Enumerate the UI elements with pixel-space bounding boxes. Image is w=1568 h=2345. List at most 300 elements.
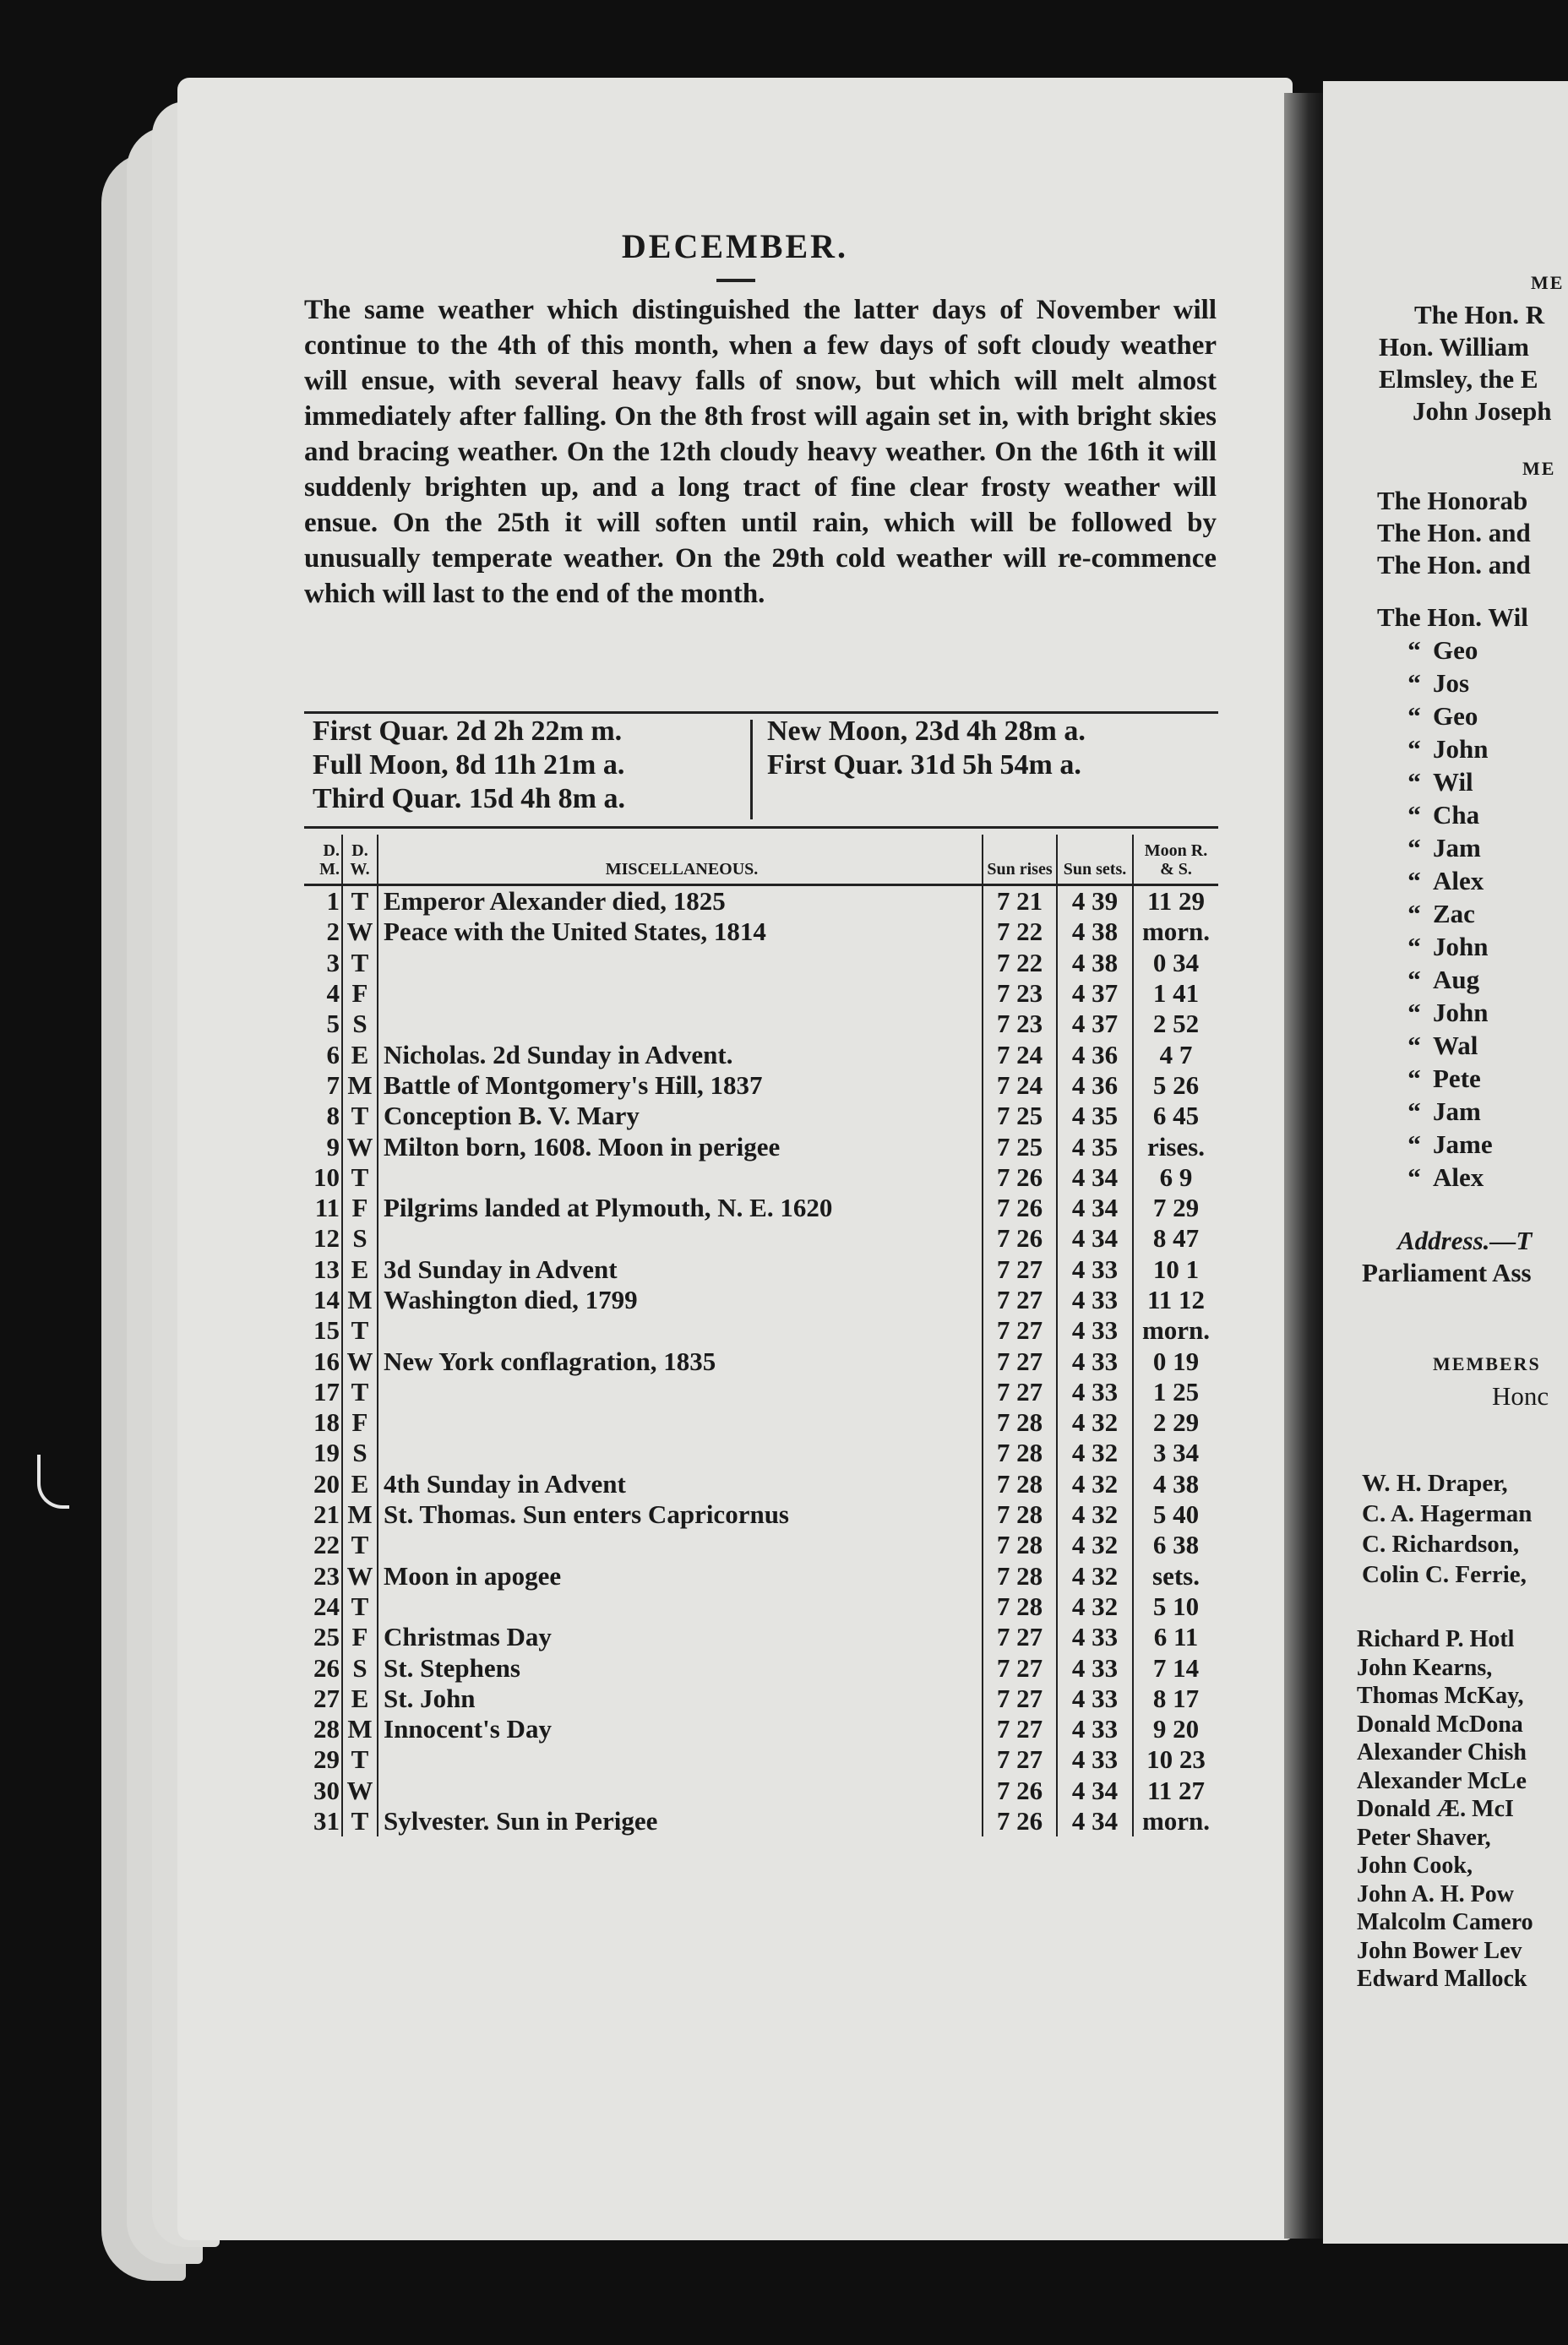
book-spine	[1284, 93, 1325, 2239]
table-row	[304, 1193, 1218, 1223]
facing-line: John Bower Lev	[1357, 1937, 1522, 1964]
sun-rises: 7 23	[983, 978, 1057, 1009]
ditto-mark: “	[1407, 899, 1421, 928]
sun-rises: 7 27	[983, 1652, 1057, 1683]
facing-line: Peter Shaver,	[1357, 1824, 1491, 1851]
sun-sets: 4 34	[1057, 1776, 1133, 1806]
facing-page	[1323, 81, 1568, 2244]
facing-line: Hon. William	[1379, 332, 1530, 362]
facing-line: John Cook,	[1357, 1853, 1473, 1879]
facing-line: Elmsley, the E	[1379, 364, 1538, 394]
sun-rises: 7 25	[983, 1131, 1057, 1162]
miscellaneous-note	[378, 1591, 983, 1622]
ditto-mark: “	[1407, 734, 1421, 764]
sun-rises: 7 25	[983, 1101, 1057, 1131]
facing-line: C. Richardson,	[1362, 1531, 1520, 1558]
day-of-month: 7	[304, 1070, 342, 1101]
sun-rises: 7 23	[983, 1009, 1057, 1039]
table-row	[304, 1714, 1218, 1744]
day-of-month: 5	[304, 1009, 342, 1039]
day-of-week: W	[342, 917, 378, 947]
table-row	[304, 1776, 1218, 1806]
miscellaneous-note	[378, 1530, 983, 1560]
table-row	[304, 1070, 1218, 1101]
facing-line: Malcolm Camero	[1357, 1909, 1533, 1935]
moon-rise-set: 6 11	[1153, 1622, 1199, 1652]
sun-rises: 7 27	[983, 1622, 1057, 1652]
day-of-week: T	[342, 1162, 378, 1193]
day-of-week: T	[342, 1377, 378, 1407]
ditto-name: Alex	[1433, 1162, 1484, 1192]
sun-sets: 4 32	[1057, 1469, 1133, 1499]
facing-line: Donald McDona	[1357, 1711, 1523, 1738]
miscellaneous-note: Nicholas. 2d Sunday in Advent.	[378, 1039, 983, 1069]
ditto-mark: “	[1407, 701, 1421, 731]
ditto-mark: “	[1407, 1031, 1421, 1060]
miscellaneous-note: Sylvester. Sun in Perigee	[378, 1806, 983, 1836]
table-row	[304, 1346, 1218, 1376]
facing-block-4	[1323, 1225, 1532, 1289]
day-of-week: T	[342, 1806, 378, 1836]
header-miscellaneous: MISCELLANEOUS.	[378, 835, 983, 885]
sun-sets: 4 34	[1057, 1193, 1133, 1223]
moon-divider	[750, 720, 753, 819]
sun-sets: 4 32	[1057, 1561, 1133, 1591]
facing-ditto-line	[1323, 1095, 1528, 1128]
ditto-mark: “	[1407, 668, 1421, 698]
moon-rise-set: 5 40	[1152, 1499, 1200, 1530]
table-row	[304, 1315, 1218, 1346]
table-row	[304, 1223, 1218, 1254]
ditto-name: Wal	[1433, 1031, 1478, 1060]
moon-rise-set: 10 1	[1152, 1254, 1200, 1284]
sun-sets: 4 35	[1057, 1131, 1133, 1162]
sun-sets: 4 35	[1057, 1101, 1133, 1131]
table-row	[304, 1561, 1218, 1591]
moon-rise-set: 0 34	[1152, 947, 1200, 977]
sun-rises: 7 28	[983, 1407, 1057, 1438]
day-of-month: 25	[304, 1622, 342, 1652]
miscellaneous-note	[378, 1776, 983, 1806]
facing-line: Colin C. Ferrie,	[1362, 1561, 1527, 1588]
sun-sets: 4 33	[1057, 1285, 1133, 1315]
day-of-week: E	[342, 1684, 378, 1714]
ditto-mark: “	[1407, 965, 1421, 994]
sun-rises: 7 24	[983, 1070, 1057, 1101]
day-of-month: 8	[304, 1101, 342, 1131]
miscellaneous-note: 3d Sunday in Advent	[378, 1254, 983, 1285]
sun-rises: 7 26	[983, 1162, 1057, 1193]
moon-rise-set: 11 29	[1146, 886, 1206, 917]
sun-sets: 4 33	[1057, 1652, 1133, 1683]
day-of-month: 22	[304, 1530, 342, 1560]
miscellaneous-note: Emperor Alexander died, 1825	[378, 885, 983, 917]
sun-sets: 4 38	[1057, 917, 1133, 947]
ditto-mark: “	[1407, 635, 1421, 665]
sun-sets: 4 38	[1057, 948, 1133, 978]
facing-ditto-line	[1323, 699, 1528, 732]
day-of-week: M	[342, 1285, 378, 1315]
moon-phase: First Quar. 2d 2h 22m m.	[313, 715, 623, 747]
day-of-week: T	[342, 948, 378, 978]
moon-phase: Third Quar. 15d 4h 8m a.	[313, 783, 625, 814]
ditto-name: Jam	[1433, 833, 1481, 862]
miscellaneous-note	[378, 1162, 983, 1193]
moon-rise-set: 2 52	[1152, 1009, 1200, 1039]
moon-rise-set: 5 10	[1152, 1591, 1200, 1621]
header-moon: Moon R. & S.	[1133, 835, 1218, 885]
day-of-month: 23	[304, 1561, 342, 1591]
day-of-week: W	[342, 1346, 378, 1376]
facing-line: The Hon. and	[1377, 518, 1531, 547]
weather-forecast: The same weather which distinguished the latter days of November will continue to the 4th of this month, when a few days of soft cloudy weather will ensue, with several heavy falls of snow, but which will melt almost immediately after falling. On the 8th frost will again set in, with bright skies and bracing weather. On the 12th cloudy heavy weather. On the 16th it will suddenly brighten up, and a long tract of fine clear frosty weather will ensue. On the 25th it will soften until rain, which will be followed by unusually temperate weather. On the 29th cold weather will re-commence which will last to the end of the month.	[304, 295, 1217, 609]
sun-rises: 7 22	[983, 948, 1057, 978]
moon-rise-set: sets.	[1152, 1560, 1200, 1591]
moon-rise-set: rises.	[1146, 1131, 1205, 1162]
day-of-month: 29	[304, 1744, 342, 1775]
sun-rises: 7 21	[983, 885, 1057, 917]
header-sun-rises: Sun rises	[983, 835, 1057, 885]
sun-rises: 7 26	[983, 1193, 1057, 1223]
sun-sets: 4 32	[1057, 1499, 1133, 1530]
ditto-mark: “	[1407, 1096, 1421, 1126]
table-row	[304, 1652, 1218, 1683]
sun-sets: 4 36	[1057, 1070, 1133, 1101]
ditto-list	[1323, 634, 1528, 1194]
facing-ditto-line	[1323, 1062, 1528, 1095]
day-of-week: M	[342, 1070, 378, 1101]
table-row	[304, 1438, 1218, 1468]
day-of-month: 2	[304, 917, 342, 947]
ditto-name: Cha	[1433, 800, 1480, 830]
moon-rise-set: 2 29	[1152, 1407, 1200, 1438]
moon-phase: Full Moon, 8d 11h 21m a.	[313, 749, 625, 781]
table-row	[304, 1591, 1218, 1622]
day-of-week: S	[342, 1009, 378, 1039]
sun-rises: 7 28	[983, 1561, 1057, 1591]
facing-line: Thomas McKay,	[1357, 1683, 1524, 1709]
ditto-name: Geo	[1433, 635, 1478, 665]
moon-rise-set: 6 38	[1152, 1530, 1200, 1560]
table-row	[304, 1530, 1218, 1560]
miscellaneous-note: Washington died, 1799	[378, 1285, 983, 1315]
facing-ditto-line	[1323, 963, 1528, 996]
facing-line: John Kearns,	[1357, 1654, 1493, 1681]
table-row	[304, 1285, 1218, 1315]
sun-sets: 4 33	[1057, 1622, 1133, 1652]
sun-rises: 7 28	[983, 1499, 1057, 1530]
facing-ditto-line	[1323, 897, 1528, 930]
day-of-month: 9	[304, 1131, 342, 1162]
miscellaneous-note: St. Thomas. Sun enters Capricornus	[378, 1499, 983, 1530]
day-of-week: F	[342, 1193, 378, 1223]
sun-rises: 7 28	[983, 1469, 1057, 1499]
facing-line: C. A. Hagerman	[1362, 1500, 1533, 1527]
bracket-mark	[37, 1455, 69, 1509]
table-row	[304, 978, 1218, 1009]
day-of-month: 24	[304, 1591, 342, 1622]
day-of-month: 3	[304, 948, 342, 978]
moon-rise-set: 9 20	[1152, 1714, 1200, 1744]
moon-rise-set: 11 27	[1146, 1775, 1206, 1805]
day-of-week: T	[342, 885, 378, 917]
day-of-week: S	[342, 1223, 378, 1254]
day-of-week: T	[342, 1101, 378, 1131]
facing-block-1	[1323, 267, 1564, 427]
ditto-name: Aug	[1433, 965, 1480, 994]
miscellaneous-note: Moon in apogee	[378, 1561, 983, 1591]
day-of-week: T	[342, 1744, 378, 1775]
moon-phase: First Quar. 31d 5h 54m a.	[767, 749, 1081, 781]
ditto-mark: “	[1407, 800, 1421, 830]
day-of-week: E	[342, 1254, 378, 1285]
table-row	[304, 948, 1218, 978]
sun-sets: 4 33	[1057, 1377, 1133, 1407]
facing-ditto-line	[1323, 930, 1528, 963]
miscellaneous-note	[378, 948, 983, 978]
miscellaneous-note	[378, 1223, 983, 1254]
day-of-month: 12	[304, 1223, 342, 1254]
day-of-week: W	[342, 1131, 378, 1162]
sun-sets: 4 33	[1057, 1744, 1133, 1775]
table-header-row	[304, 835, 1218, 885]
moon-rise-set: 1 25	[1152, 1376, 1200, 1406]
table-row	[304, 1377, 1218, 1407]
day-of-week: W	[342, 1776, 378, 1806]
moon-phases-left	[313, 715, 625, 816]
day-of-month: 13	[304, 1254, 342, 1285]
day-of-month: 19	[304, 1438, 342, 1468]
month-title: DECEMBER.	[621, 227, 849, 265]
ditto-mark: “	[1407, 767, 1421, 797]
sun-rises: 7 27	[983, 1285, 1057, 1315]
day-of-month: 10	[304, 1162, 342, 1193]
calendar-body	[304, 885, 1218, 1837]
moon-rise-set: 8 47	[1152, 1223, 1200, 1254]
table-row	[304, 1622, 1218, 1652]
facing-line: Donald Æ. McI	[1357, 1796, 1514, 1822]
table-row	[304, 1499, 1218, 1530]
sun-rises: 7 27	[983, 1377, 1057, 1407]
sun-rises: 7 27	[983, 1346, 1057, 1376]
facing-heading: ME	[1522, 458, 1556, 479]
ditto-name: Geo	[1433, 701, 1478, 731]
facing-ditto-line	[1323, 996, 1528, 1029]
sun-sets: 4 33	[1057, 1684, 1133, 1714]
header-day-week: D. W.	[342, 835, 378, 885]
ditto-name: Wil	[1433, 767, 1473, 797]
sun-rises: 7 27	[983, 1315, 1057, 1346]
moon-rise-set: 1 41	[1152, 978, 1200, 1009]
ditto-mark: “	[1407, 1162, 1421, 1192]
facing-block-3	[1323, 601, 1528, 1194]
ditto-mark: “	[1407, 998, 1421, 1027]
ditto-mark: “	[1407, 833, 1421, 862]
sun-sets: 4 32	[1057, 1407, 1133, 1438]
moon-rise-set: 0 19	[1152, 1346, 1200, 1376]
moon-rise-set: morn.	[1141, 1315, 1211, 1346]
sun-sets: 4 32	[1057, 1591, 1133, 1622]
facing-line: The Hon. and	[1377, 550, 1531, 579]
calendar-table	[304, 835, 1218, 1836]
ditto-name: Zac	[1433, 899, 1475, 928]
facing-ditto-line	[1323, 1128, 1528, 1161]
day-of-month: 31	[304, 1806, 342, 1836]
day-of-month: 30	[304, 1776, 342, 1806]
miscellaneous-note: Innocent's Day	[378, 1714, 983, 1744]
table-row	[304, 1131, 1218, 1162]
day-of-week: W	[342, 1561, 378, 1591]
sun-sets: 4 33	[1057, 1254, 1133, 1285]
facing-heading: ME	[1531, 272, 1565, 293]
sun-sets: 4 33	[1057, 1315, 1133, 1346]
day-of-week: M	[342, 1499, 378, 1530]
table-row	[304, 917, 1218, 947]
facing-line: W. H. Draper,	[1362, 1470, 1508, 1497]
facing-ditto-line	[1323, 1029, 1528, 1062]
day-of-week: F	[342, 978, 378, 1009]
facing-block-2	[1323, 453, 1555, 581]
ditto-name: John	[1433, 734, 1489, 764]
sun-sets: 4 33	[1057, 1714, 1133, 1744]
facing-heading: MEMBERS	[1433, 1353, 1541, 1374]
facing-ditto-line	[1323, 732, 1528, 765]
day-of-month: 26	[304, 1652, 342, 1683]
sun-rises: 7 28	[983, 1591, 1057, 1622]
miscellaneous-note: Conception B. V. Mary	[378, 1101, 983, 1131]
moon-top-rule	[304, 711, 1218, 714]
header-sun-sets: Sun sets.	[1057, 835, 1133, 885]
ditto-name: Jam	[1433, 1096, 1481, 1126]
ditto-mark: “	[1407, 1129, 1421, 1159]
facing-line: Parliament Ass	[1362, 1258, 1532, 1287]
miscellaneous-note: St. John	[378, 1684, 983, 1714]
miscellaneous-note	[378, 1744, 983, 1775]
miscellaneous-note: Christmas Day	[378, 1622, 983, 1652]
day-of-month: 1	[304, 885, 342, 917]
sun-rises: 7 26	[983, 1223, 1057, 1254]
ditto-name: John	[1433, 932, 1489, 961]
table-row	[304, 1162, 1218, 1193]
sun-sets: 4 32	[1057, 1438, 1133, 1468]
day-of-month: 14	[304, 1285, 342, 1315]
miscellaneous-note: Milton born, 1608. Moon in perigee	[378, 1131, 983, 1162]
moon-phase: New Moon, 23d 4h 28m a.	[767, 715, 1086, 747]
miscellaneous-note	[378, 1438, 983, 1468]
moon-rise-set: 7 14	[1152, 1652, 1200, 1683]
sun-rises: 7 24	[983, 1039, 1057, 1069]
day-of-week: F	[342, 1407, 378, 1438]
table-row	[304, 1469, 1218, 1499]
moon-rise-set: 4 38	[1152, 1468, 1200, 1499]
miscellaneous-note: Battle of Montgomery's Hill, 1837	[378, 1070, 983, 1101]
day-of-week: T	[342, 1591, 378, 1622]
ditto-name: Jos	[1433, 668, 1470, 698]
facing-line: Edward Mallock	[1357, 1966, 1527, 1992]
facing-line: The Honorab	[1377, 486, 1528, 515]
ditto-name: John	[1433, 998, 1489, 1027]
facing-ditto-line	[1323, 864, 1528, 897]
header-day-month: D. M.	[304, 835, 342, 885]
ditto-name: Alex	[1433, 866, 1484, 895]
day-of-month: 15	[304, 1315, 342, 1346]
facing-ditto-line	[1323, 634, 1528, 667]
sun-rises: 7 22	[983, 917, 1057, 947]
sun-rises: 7 28	[983, 1438, 1057, 1468]
moon-rise-set: 3 34	[1152, 1438, 1200, 1468]
facing-line: Richard P. Hotl	[1357, 1626, 1515, 1652]
day-of-week: E	[342, 1469, 378, 1499]
facing-line: Alexander Chish	[1357, 1739, 1527, 1766]
sun-sets: 4 36	[1057, 1039, 1133, 1069]
day-of-week: E	[342, 1039, 378, 1069]
table-row	[304, 1254, 1218, 1285]
day-of-month: 21	[304, 1499, 342, 1530]
facing-ditto-line	[1323, 831, 1528, 864]
moon-rise-set: 8 17	[1152, 1683, 1200, 1713]
miscellaneous-note	[378, 1009, 983, 1039]
facing-ditto-line	[1323, 1161, 1528, 1194]
facing-line: Honc	[1492, 1381, 1549, 1411]
moon-rise-set: 6 9	[1159, 1162, 1193, 1192]
sun-sets: 4 34	[1057, 1162, 1133, 1193]
miscellaneous-note	[378, 1407, 983, 1438]
day-of-month: 4	[304, 978, 342, 1009]
facing-line: Alexander McLe	[1357, 1767, 1527, 1794]
table-row	[304, 1407, 1218, 1438]
day-of-month: 27	[304, 1684, 342, 1714]
ditto-mark: “	[1407, 866, 1421, 895]
day-of-month: 18	[304, 1407, 342, 1438]
miscellaneous-note: New York conflagration, 1835	[378, 1346, 983, 1376]
ditto-name: Jame	[1433, 1129, 1493, 1159]
sun-sets: 4 34	[1057, 1223, 1133, 1254]
day-of-week: F	[342, 1622, 378, 1652]
moon-rise-set: morn.	[1141, 1806, 1211, 1836]
moon-phases	[304, 715, 1218, 823]
moon-bottom-rule	[304, 826, 1218, 829]
miscellaneous-note: Peace with the United States, 1814	[378, 917, 983, 947]
ditto-mark: “	[1407, 1064, 1421, 1093]
miscellaneous-note	[378, 1315, 983, 1346]
miscellaneous-note: St. Stephens	[378, 1652, 983, 1683]
moon-rise-set: 7 29	[1152, 1193, 1200, 1223]
facing-line: John A. H. Pow	[1357, 1880, 1514, 1907]
facing-block-7	[1323, 1625, 1533, 1994]
moon-rise-set: 5 26	[1152, 1069, 1200, 1100]
ditto-mark: “	[1407, 932, 1421, 961]
ditto-name: Pete	[1433, 1064, 1481, 1093]
day-of-month: 6	[304, 1039, 342, 1069]
day-of-week: S	[342, 1652, 378, 1683]
sun-sets: 4 37	[1057, 978, 1133, 1009]
moon-rise-set: 6 45	[1152, 1101, 1200, 1131]
miscellaneous-note	[378, 978, 983, 1009]
moon-rise-set: 4 7	[1159, 1039, 1193, 1069]
moon-rise-set: 10 23	[1146, 1744, 1206, 1775]
table-row	[304, 1009, 1218, 1039]
sun-rises: 7 27	[983, 1684, 1057, 1714]
sun-rises: 7 26	[983, 1806, 1057, 1836]
facing-block-5	[1323, 1348, 1549, 1412]
day-of-month: 17	[304, 1377, 342, 1407]
day-of-month: 11	[304, 1193, 342, 1223]
table-row	[304, 885, 1218, 917]
moon-rise-set: morn.	[1141, 917, 1211, 947]
sun-rises: 7 28	[983, 1530, 1057, 1560]
table-row	[304, 1744, 1218, 1775]
table-row	[304, 1806, 1218, 1836]
